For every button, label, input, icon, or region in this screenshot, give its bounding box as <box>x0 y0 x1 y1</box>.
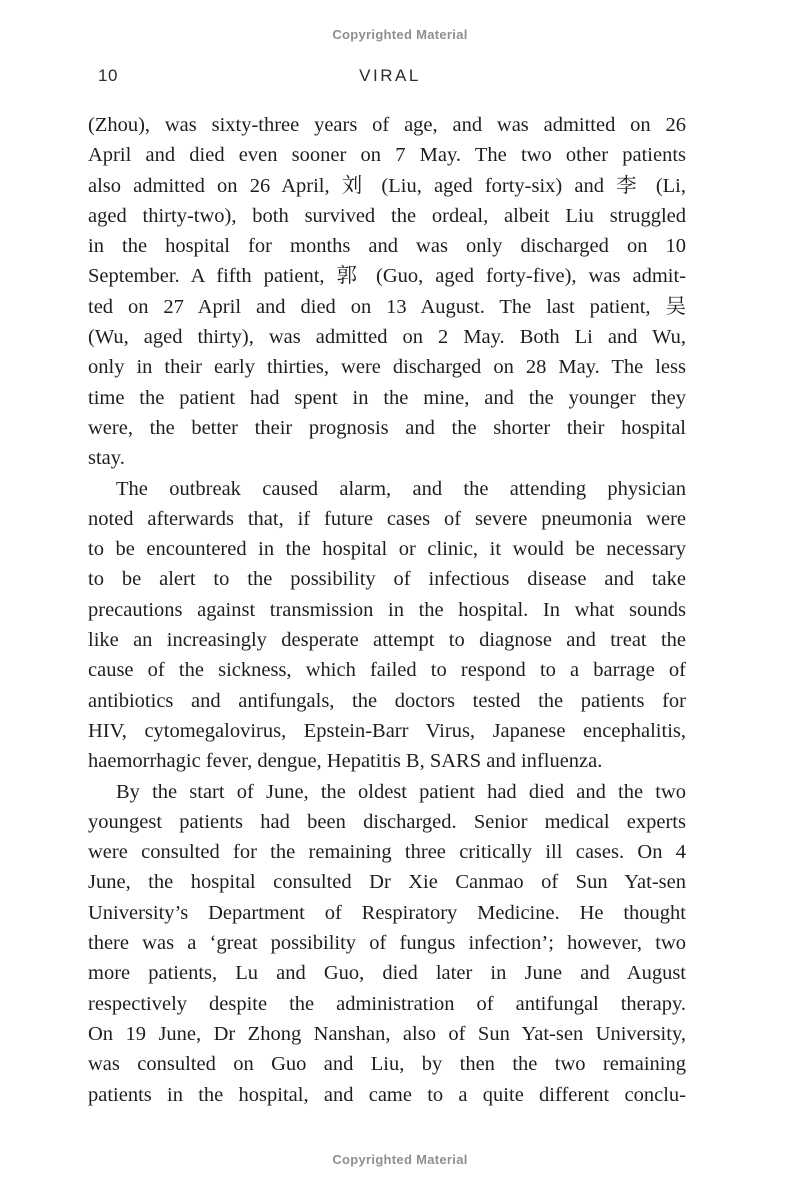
text-line: only in their early thirties, were discharged on 28 May. The less <box>88 356 686 379</box>
text-line: aged thirty-two), both survived the ordeal, albeit Liu struggled <box>88 204 686 227</box>
text-line: more patients, Lu and Guo, died later in June and August <box>88 962 686 985</box>
text-line: also admitted on 26 April, 刘 (Liu, aged forty-six) and 李 (Li, <box>88 174 686 197</box>
copyright-notice-top: Copyrighted Material <box>332 27 468 42</box>
body-text <box>88 110 686 1110</box>
text-line: The outbreak caused alarm, and the attending physician <box>116 477 686 500</box>
text-line: On 19 June, Dr Zhong Nanshan, also of Sun Yat-sen University, <box>88 1022 686 1045</box>
text-line: were consulted for the remaining three critically ill cases. On 4 <box>88 841 686 864</box>
text-line: respectively despite the administration of antifungal therapy. <box>88 992 686 1015</box>
text-line: ted on 27 April and died on 13 August. The last patient, 吴 <box>88 295 686 318</box>
text-line: like an increasingly desperate attempt to diagnose and treat the <box>88 629 686 652</box>
copyright-notice-bottom: Copyrighted Material <box>332 1152 468 1167</box>
text-line: University’s Department of Respiratory Medicine. He thought <box>88 901 686 924</box>
text-line: were, the better their prognosis and the shorter their hospital <box>88 416 686 439</box>
text-line: (Zhou), was sixty-three years of age, and was admitted on 26 <box>88 114 686 136</box>
page-number: 10 <box>98 66 118 85</box>
text-line: noted afterwards that, if future cases of severe pneumonia were <box>88 507 686 530</box>
text-line: there was a ‘great possibility of fungus infection’; however, two <box>88 932 686 955</box>
text-line: By the start of June, the oldest patient had died and the two <box>116 780 686 803</box>
text-line: HIV, cytomegalovirus, Epstein-Barr Virus, Japanese encephalitis, <box>88 719 686 742</box>
text-line: antibiotics and antifungals, the doctors tested the patients for <box>88 689 686 712</box>
text-line: April and died even sooner on 7 May. The two other patients <box>88 144 686 167</box>
text-line: youngest patients had been discharged. Senior medical experts <box>88 810 686 833</box>
running-head-title: VIRAL <box>359 66 421 85</box>
text-line: stay. <box>88 447 125 470</box>
text-line: precautions against transmission in the hospital. In what sounds <box>88 598 686 621</box>
text-line: to be encountered in the hospital or clinic, it would be necessary <box>88 538 686 561</box>
text-line: June, the hospital consulted Dr Xie Canmao of Sun Yat-sen <box>88 871 686 894</box>
text-line: cause of the sickness, which failed to respond to a barrage of <box>88 659 686 682</box>
text-line: (Wu, aged thirty), was admitted on 2 May. Both Li and Wu, <box>88 326 686 349</box>
text-line: in the hospital for months and was only discharged on 10 <box>88 235 686 258</box>
text-line: September. A fifth patient, 郭 (Guo, aged forty-five), was admit- <box>88 265 686 288</box>
text-line: haemorrhagic fever, dengue, Hepatitis B, SARS and influenza. <box>88 750 603 773</box>
text-line: patients in the hospital, and came to a quite different conclu- <box>88 1083 686 1106</box>
text-line: was consulted on Guo and Liu, by then the two remaining <box>88 1053 686 1076</box>
text-line: time the patient had spent in the mine, and the younger they <box>88 386 686 409</box>
text-line: to be alert to the possibility of infectious disease and take <box>88 568 686 591</box>
running-header <box>0 66 800 88</box>
